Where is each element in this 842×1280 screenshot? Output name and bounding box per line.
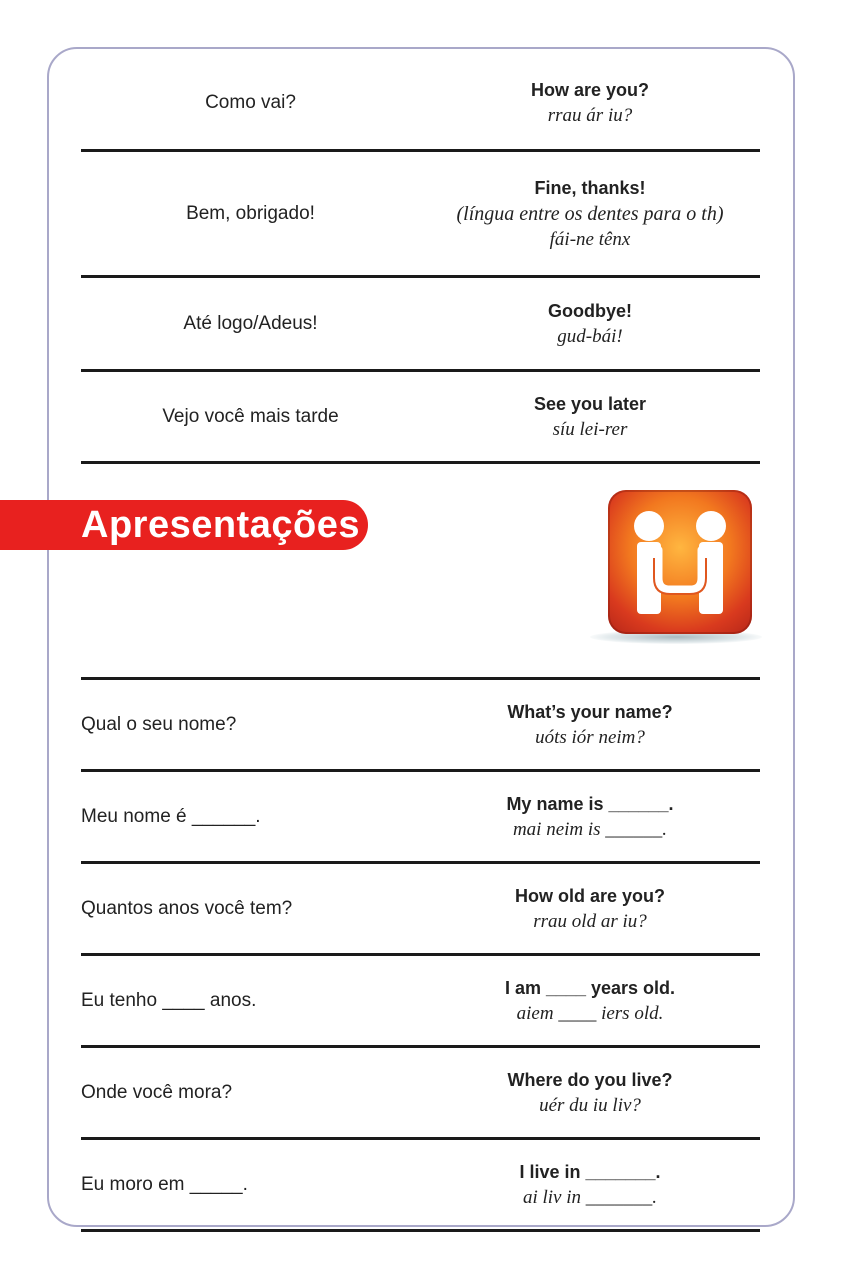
english-cell (420, 1067, 760, 1119)
table-row (81, 278, 760, 372)
english-phrase: What’s your name? (507, 701, 673, 722)
table-row (81, 772, 760, 864)
english-phrase: Fine, thanks! (534, 177, 646, 198)
english-phrase: How are you? (530, 79, 650, 100)
pronunciation: gud-bái! (557, 325, 623, 347)
english-cell (420, 791, 760, 843)
portuguese-phrase: Meu nome é ______. (81, 805, 261, 827)
english-cell (420, 175, 760, 253)
table-row (81, 56, 760, 152)
table-row (81, 956, 760, 1048)
greetings-table (81, 56, 760, 464)
pronunciation: mai neim is ______. (512, 818, 668, 840)
table-row (81, 1140, 760, 1232)
portuguese-phrase: Onde você mora? (81, 1081, 233, 1103)
table-row (81, 680, 760, 772)
portuguese-phrase: Bem, obrigado! (186, 202, 315, 224)
handshake-icon (590, 490, 762, 645)
portuguese-phrase: Qual o seu nome? (81, 713, 237, 735)
english-cell (420, 883, 760, 935)
english-cell (420, 77, 760, 129)
handshake-figures-icon (608, 490, 752, 634)
icon-tile (608, 490, 752, 634)
pronunciation: fái-ne tênx (549, 228, 631, 250)
pronunciation: síu lei-rer (552, 418, 628, 440)
portuguese-phrase: Eu tenho ____ anos. (81, 989, 257, 1011)
pronunciation: uóts iór neim? (535, 726, 645, 748)
english-phrase: I live in _______. (519, 1161, 661, 1182)
portuguese-phrase: Até logo/Adeus! (183, 312, 318, 334)
english-phrase: Where do you live? (507, 1069, 673, 1090)
section-title: Apresentações (81, 504, 360, 546)
pronunciation: uér du iu liv? (539, 1094, 641, 1116)
pronunciation: aiem ____ iers old. (516, 1002, 664, 1024)
portuguese-phrase: Como vai? (205, 91, 296, 113)
pronunciation: rrau old ar iu? (533, 910, 647, 932)
table-row (81, 152, 760, 278)
english-phrase: See you later (533, 393, 647, 414)
english-phrase: How old are you? (514, 885, 665, 906)
english-cell (420, 975, 760, 1027)
pronunciation: ai liv in _______. (522, 1186, 658, 1208)
portuguese-phrase: Vejo você mais tarde (162, 405, 339, 427)
pronunciation-note: (língua entre os dentes para o th) (456, 202, 724, 225)
english-cell (420, 699, 760, 751)
english-phrase: My name is ______. (506, 793, 674, 814)
english-phrase: I am ____ years old. (504, 977, 676, 998)
english-cell (420, 391, 760, 443)
table-row (81, 372, 760, 464)
portuguese-phrase: Eu moro em _____. (81, 1173, 248, 1195)
english-cell (420, 1159, 760, 1211)
english-phrase: Goodbye! (548, 300, 632, 321)
pronunciation: rrau ár iu? (547, 104, 633, 126)
portuguese-phrase: Quantos anos você tem? (81, 897, 293, 919)
english-cell (420, 298, 760, 350)
table-row (81, 864, 760, 956)
table-row (81, 1048, 760, 1140)
introductions-table (81, 677, 760, 1232)
